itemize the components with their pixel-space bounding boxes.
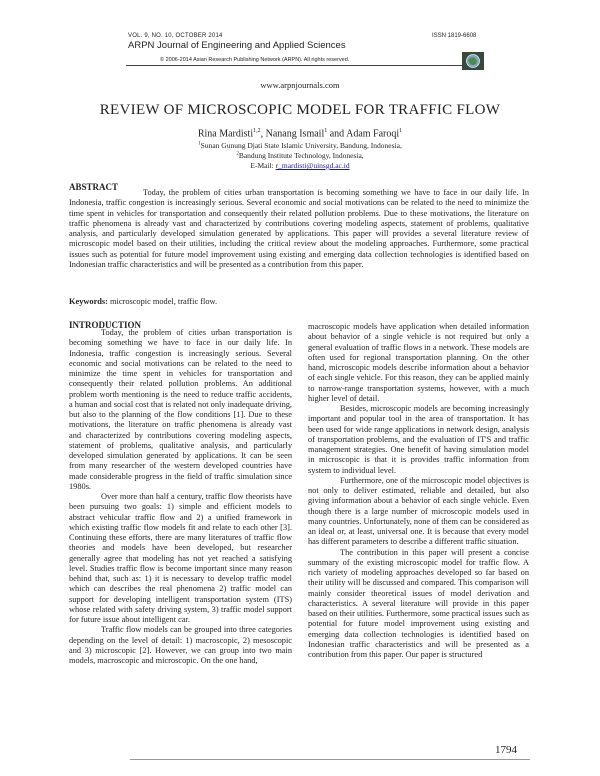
author-conjunction: and <box>327 128 347 140</box>
keywords <box>69 297 217 306</box>
author-affiliation-mark: 1 <box>324 128 328 134</box>
abstract-heading: ABSTRACT <box>69 182 119 192</box>
paragraph: macroscopic models have application when detailed information about behavior of a single vehicle is not required but only a general evaluation of traffic flows in a network. These models are often used for regional transportation planning. On the other hand, microscopic models describe information about a behavior of each single vehicle. For this reason, they can be applied mainly to narrow-range transportation systems, however, with a much higher level of detail. <box>308 322 529 403</box>
journal-url[interactable]: www.arpnjournals.com <box>260 80 340 90</box>
author-affiliation-mark: 1,2 <box>253 128 261 134</box>
paragraph: Furthermore, one of the microscopic model objectives is not only to deliver estimated, reliable and detailed, but also giving information about a behavior of each single vehicle. Even though there is a large number of microscopic models used in many countries. Unfortunately, none of them can be considered as an ideal or, at least, universal one. It is because that every model has different parameters to describe a different traffic situation. <box>308 475 529 547</box>
affiliation-text: Sunan Gunung Djati State Islamic University, Bandung, Indonesia, <box>200 141 402 150</box>
affiliation-mark: 1 <box>198 141 201 147</box>
paragraph: The contribution in this paper will present a concise summary of the existing microscopic model for traffic flow. A rich variety of modeling approaches developed so far based on their utility will be discussed and compared. This comparison will mainly consider theoretical issues of model derivation and characteristics. A several literature will provide in this paper based on their utilities. Furthermore, some practical issues such as potential for future model improvement using existing and emerging data collection technologies is identified based on Indonesian traffic characteristics and will be presented as a contribution from this paper. Our paper is structured <box>308 547 529 659</box>
author-name: Adam Faroqi <box>346 128 400 140</box>
author-list <box>0 128 600 139</box>
page-number: 1794 <box>495 744 517 756</box>
introduction-heading: INTRODUCTION <box>69 320 142 330</box>
keywords-text: microscopic model, traffic flow. <box>107 297 218 306</box>
issn: ISSN 1819-6608 <box>432 33 477 39</box>
author-affiliation-mark: 1 <box>399 128 403 134</box>
paragraph: Today, the problem of cities urban transportation is becoming something we have to face in our daily life. In Indonesia, traffic congestion is increasingly serious. Several economic and social motivations can be related to the need to minimize the time spent in vehicles for transportation and consequently their related pollution problems. An additional problem worth mentioning is the need to reduce traffic accidents, a human and social cost that is related not only inadequate driving, but also to the planning of the flow conditions [1]. Due to these motivations, the literature on traffic phenomena is already vast and characterized by contributions covering modeling aspects, statement of problems, qualitative analysis, and particularly developed simulation generated by applications. It can be seen from many researcher of the western developed countries have made considerable progress in the field of traffic simulation since 1980s. <box>69 328 292 491</box>
right-column <box>308 322 529 660</box>
volume-info: VOL. 9, NO. 10, OCTOBER 2014 <box>128 33 223 39</box>
paragraph: Besides, microscopic models are becoming increasingly important and popular tool in the area of transportation. It has been used for wide range applications in network design, analysis of transportation problems, and the evaluation of IT'S and traffic management strategies. One benefit of having simulation model in microscopic is that it is provides traffic information from system to individual level. <box>308 404 529 475</box>
author-separator: , <box>260 128 266 140</box>
keywords-label: Keywords: <box>69 297 108 306</box>
email-link[interactable]: r_mardisti@uinsgd.ac.id <box>275 161 350 170</box>
paragraph: Traffic flow models can be grouped into three categories depending on the level of detail: 1) macroscopic, 2) mesoscopic and 3) microscopic [2]. However, we can group into two main models, macroscopic and microscopic. On the one hand, <box>69 625 292 665</box>
footer-divider <box>130 759 530 760</box>
author-name: Rina Mardisti <box>197 128 254 140</box>
header-divider <box>126 65 484 66</box>
copyright-notice: © 2006-2014 Asian Research Publishing Network (ARPN). All rights reserved. <box>160 57 350 63</box>
abstract-text: Today, the problem of cities urban transportation is becoming something we have to face in our daily life. In Indonesia, traffic congestion is increasingly serious. Several economic and social motivations can be related to the need to minimize the time spent in vehicles for transportation and consequently their related pollution problems. Due to these motivations, the literature on traffic phenomena is already vast and characterized by contributions covering modeling aspects, statement of problems, qualitative analysis, and particularly developed simulation generated by applications. This paper will provides a several literature review of microscopic model based on their utilities, including the critical review about the modeling approaches. Furthermore, some practical issues such as potential for future model improvement using existing and emerging data collection technologies is identified based on Indonesian traffic characteristics and will be presented as a contribution from this paper. <box>69 188 529 269</box>
journal-name: ARPN Journal of Engineering and Applied Sciences <box>128 40 346 51</box>
affiliation-mark: 2 <box>236 151 239 157</box>
left-column <box>69 328 292 666</box>
affiliation-text: Bandung Institute Technology, Indonesia, <box>238 151 364 160</box>
author-name: Nanang Ismail <box>265 128 325 140</box>
email-line <box>0 161 600 170</box>
email-label: E-Mail: <box>250 161 276 170</box>
paragraph: Over more than half a century, traffic flow theorists have been pursuing two goals: 1) simple and efficient models to abstract vehicular traffic flow and 2) a unified framework in which existing traffic flow models fit and relate to each other [3]. Continuing these efforts, there are many literatures of traffic flow theories and models have been developed, but researcher generally agree that modeling has not yet reached a satisfying level. Studies traffic flow is become important since many reason behind that, such as: 1) it is necessary to develop traffic model which can describes the real phenomena 2) traffic model can support for developing intelligent transportation system (ITS) whose related with safety driving system, 3) traffic model support for future issue about intelligent car. <box>69 492 292 624</box>
arpn-logo-icon <box>462 52 484 70</box>
affiliation <box>0 141 600 150</box>
paper-title: REVIEW OF MICROSCOPIC MODEL FOR TRAFFIC FLOW <box>99 102 501 118</box>
affiliation <box>0 151 600 160</box>
